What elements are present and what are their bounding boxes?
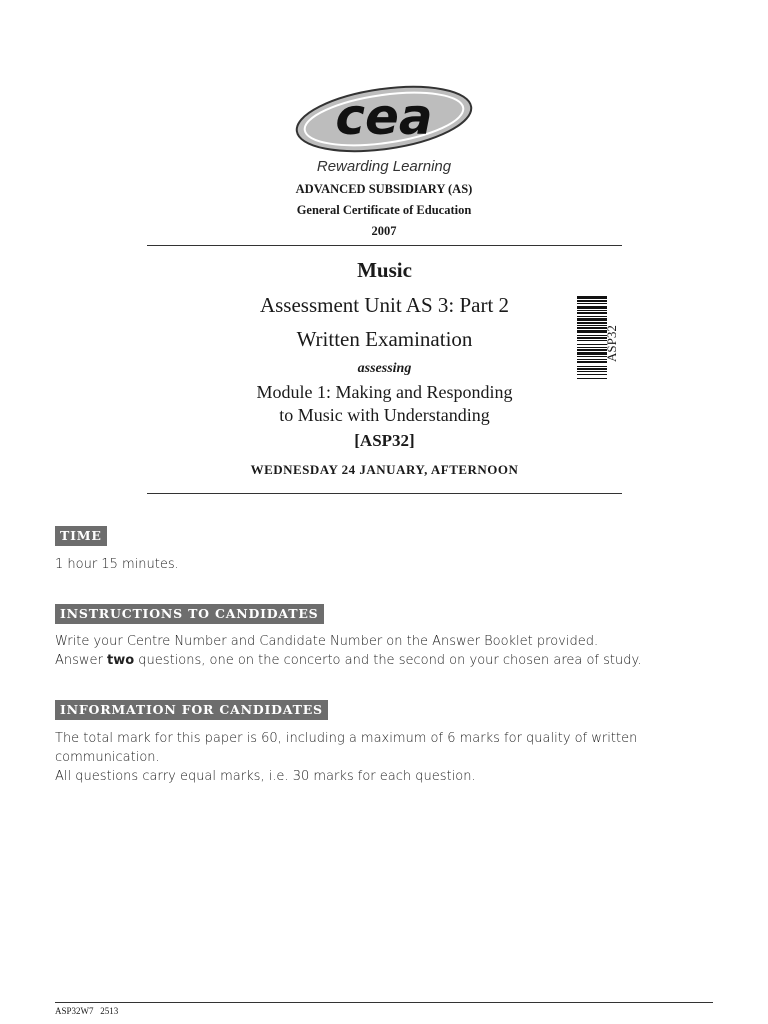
barcode-bar <box>577 303 607 304</box>
barcode-bar <box>577 359 607 360</box>
barcode-bar <box>577 330 607 333</box>
barcode-bar <box>577 340 607 341</box>
barcode-bar <box>577 352 607 355</box>
cea-logo-mark <box>288 82 480 156</box>
barcode-bar <box>577 337 607 339</box>
title-divider <box>147 493 622 494</box>
instructions-line-1: Write your Centre Number and Candidate Number on the Answer Booklet provided. <box>55 634 599 649</box>
instructions-line-2: Answer two questions, one on the concerto and the second on your chosen area of study. <box>55 653 642 668</box>
time-heading: TIME <box>55 526 107 546</box>
barcode-bar <box>577 361 607 363</box>
information-line-1: The total mark for this paper is 60, including a maximum of 6 marks for quality of written communication. <box>55 731 638 765</box>
qualification-level: ADVANCED SUBSIDIARY (AS) <box>295 182 473 196</box>
barcode-bar <box>577 349 607 351</box>
information-line-2: All questions carry equal marks, i.e. 30 marks for each question. <box>55 769 476 784</box>
barcode-bar <box>577 344 607 345</box>
barcode-bar <box>577 312 607 314</box>
information-text <box>55 729 675 786</box>
barcode <box>577 296 607 442</box>
information-heading: INFORMATION FOR CANDIDATES <box>55 700 328 720</box>
logo-wordmark: cea <box>335 88 433 146</box>
cea-logo <box>288 82 480 182</box>
barcode-bar <box>577 335 607 336</box>
assessment-unit: Assessment Unit AS 3: Part 2 <box>259 293 510 317</box>
barcode-bar <box>577 366 607 367</box>
exam-year: 2007 <box>371 224 397 238</box>
barcode-bar <box>577 356 607 357</box>
paper-type: Written Examination <box>296 327 473 351</box>
barcode-label: ASP32 <box>604 325 619 362</box>
barcode-bar <box>577 327 607 329</box>
barcode-bar <box>577 371 607 372</box>
certificate-name: General Certificate of Education <box>296 203 472 217</box>
module-line-2: to Music with Understanding <box>279 405 490 425</box>
barcode-bar <box>577 310 607 311</box>
footer-number: 2513 <box>100 1006 119 1016</box>
barcode-bar <box>577 322 607 324</box>
barcode-bar <box>577 300 607 302</box>
barcode-bar <box>577 316 607 317</box>
exam-date: WEDNESDAY 24 JANUARY, AFTERNOON <box>250 462 519 477</box>
barcode-bar <box>577 306 607 309</box>
footer-ref-code: ASP32W7 <box>55 1006 94 1016</box>
logo-tagline: Rewarding Learning <box>316 158 452 175</box>
barcode-bar <box>577 378 607 379</box>
barcode-bar <box>577 374 607 375</box>
barcode-bar <box>577 325 607 326</box>
emphasis-two: two <box>107 653 135 668</box>
instructions-heading: INSTRUCTIONS TO CANDIDATES <box>55 604 324 624</box>
barcode-bar <box>577 296 607 299</box>
assessing-label: assessing <box>357 361 412 376</box>
time-text: 1 hour 15 minutes. <box>55 557 179 572</box>
header-divider <box>147 245 622 246</box>
module-line-1: Module 1: Making and Responding <box>256 382 513 402</box>
footer-divider <box>55 1002 713 1003</box>
paper-code: [ASP32] <box>354 431 415 450</box>
subject-title: Music <box>357 258 412 282</box>
instructions-text <box>55 632 695 670</box>
barcode-bar <box>577 347 607 348</box>
footer-reference <box>55 1006 118 1016</box>
barcode-bar <box>577 368 607 370</box>
barcode-bar <box>577 318 607 321</box>
